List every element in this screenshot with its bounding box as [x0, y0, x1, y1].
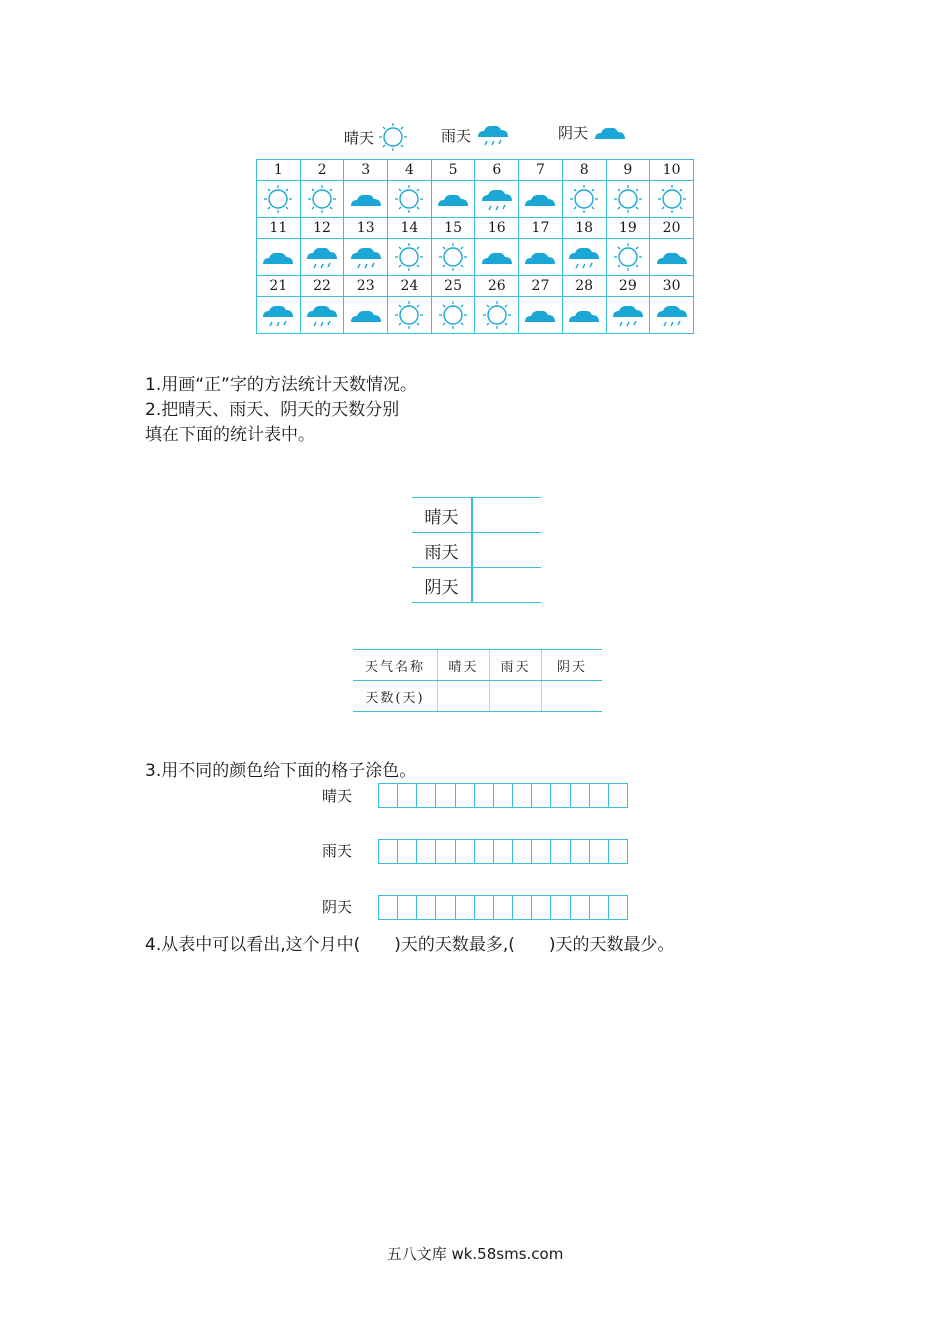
tally-label-sunny: 晴天: [412, 498, 472, 533]
grid-cell[interactable]: [513, 784, 532, 807]
legend-cloudy-label: 阴天: [558, 124, 589, 142]
grid-cell[interactable]: [398, 840, 417, 863]
calendar-day-number: 14: [388, 218, 432, 239]
calendar-day-number: 10: [650, 160, 694, 181]
sun-icon: [438, 242, 468, 272]
grid-cell[interactable]: [417, 896, 436, 919]
footer-watermark: 五八文库 wk.58sms.com: [386, 1245, 564, 1263]
calendar-day-number: 6: [475, 160, 519, 181]
grid-label-rainy: 雨天: [322, 842, 353, 860]
calendar-weather-cell: [257, 297, 301, 334]
calendar-weather-cell: [257, 181, 301, 218]
calendar-day-number: 2: [300, 160, 344, 181]
grid-cell[interactable]: [551, 784, 570, 807]
calendar-weather-row: [257, 239, 694, 276]
rain-cloud-icon: [304, 243, 340, 271]
count-header-sunny: 晴天: [438, 650, 490, 681]
calendar-day-number: 1: [257, 160, 301, 181]
grid-cell[interactable]: [379, 784, 398, 807]
grid-rainy: [378, 839, 628, 864]
cloud-icon: [654, 246, 690, 268]
cloud-icon: [592, 123, 628, 143]
count-header-row: [353, 650, 602, 681]
calendar-weather-cell: [562, 181, 606, 218]
tally-row: [412, 533, 541, 568]
grid-cell[interactable]: [571, 840, 590, 863]
calendar-day-number: 3: [344, 160, 388, 181]
grid-label-cloudy: 阴天: [322, 898, 353, 916]
sun-icon: [613, 242, 643, 272]
grid-cell[interactable]: [590, 784, 609, 807]
count-header-cloudy: 阴天: [542, 650, 603, 681]
grid-cell[interactable]: [398, 784, 417, 807]
calendar-weather-cell: [344, 181, 388, 218]
question-2-line-2: 填在下面的统计表中。: [145, 425, 315, 445]
calendar-day-number: 26: [475, 276, 519, 297]
rain-cloud-icon: [566, 243, 602, 271]
calendar-day-number: 8: [562, 160, 606, 181]
calendar-weather-cell: [475, 181, 519, 218]
calendar-day-number: 19: [606, 218, 650, 239]
grid-cell[interactable]: [513, 896, 532, 919]
calendar-weather-cell: [562, 239, 606, 276]
sun-icon: [613, 184, 643, 214]
calendar-day-number: 12: [300, 218, 344, 239]
calendar-weather-cell: [519, 297, 563, 334]
sun-icon: [394, 184, 424, 214]
count-header-name: 天气名称: [353, 650, 438, 681]
grid-cell[interactable]: [494, 784, 513, 807]
grid-cloudy: [378, 895, 628, 920]
question-1: 1.用画“正”字的方法统计天数情况。: [145, 375, 417, 395]
grid-label-sunny: 晴天: [322, 787, 353, 805]
grid-cell[interactable]: [551, 896, 570, 919]
sun-icon: [307, 184, 337, 214]
grid-cell[interactable]: [590, 840, 609, 863]
grid-cell[interactable]: [494, 840, 513, 863]
calendar-weather-cell: [388, 239, 432, 276]
calendar-weather-cell: [606, 239, 650, 276]
calendar-day-number: 9: [606, 160, 650, 181]
sun-icon: [438, 300, 468, 330]
calendar-weather-cell: [475, 297, 519, 334]
tally-label-rainy: 雨天: [412, 533, 472, 568]
rain-cloud-icon: [260, 301, 296, 329]
sun-icon: [394, 300, 424, 330]
tally-row: [412, 568, 541, 603]
grid-cell[interactable]: [456, 896, 475, 919]
grid-cell[interactable]: [475, 896, 494, 919]
calendar-day-row: [257, 160, 694, 181]
grid-cell[interactable]: [417, 784, 436, 807]
count-header-rainy: 雨天: [490, 650, 542, 681]
grid-cell[interactable]: [532, 840, 551, 863]
calendar-weather-cell: [257, 239, 301, 276]
calendar-day-number: 5: [431, 160, 475, 181]
calendar-day-number: 4: [388, 160, 432, 181]
legend-rainy: [441, 122, 511, 148]
count-blank-cloudy[interactable]: [542, 681, 603, 712]
cloud-icon: [522, 246, 558, 268]
calendar-weather-cell: [344, 239, 388, 276]
grid-cell[interactable]: [571, 784, 590, 807]
calendar-weather-cell: [562, 297, 606, 334]
calendar-weather-cell: [300, 181, 344, 218]
count-row-label: 天数(天): [353, 681, 438, 712]
cloud-icon: [348, 304, 384, 326]
calendar-day-number: 7: [519, 160, 563, 181]
rain-cloud-icon: [654, 301, 690, 329]
sun-icon: [569, 184, 599, 214]
grid-cell[interactable]: [436, 896, 455, 919]
calendar-day-number: 28: [562, 276, 606, 297]
calendar-day-number: 24: [388, 276, 432, 297]
tally-blank-cloudy[interactable]: [472, 568, 541, 603]
cloud-icon: [522, 304, 558, 326]
calendar-weather-cell: [300, 297, 344, 334]
calendar-day-number: 30: [650, 276, 694, 297]
tally-row: [412, 498, 541, 533]
grid-cell[interactable]: [571, 896, 590, 919]
question-4: 4.从表中可以看出,这个月中( )天的天数最多,( )天的天数最少。: [145, 935, 675, 955]
calendar-weather-cell: [519, 181, 563, 218]
calendar-day-number: 27: [519, 276, 563, 297]
legend-sunny: [344, 122, 408, 152]
grid-cell[interactable]: [609, 840, 627, 863]
calendar-weather-row: [257, 181, 694, 218]
calendar-day-number: 21: [257, 276, 301, 297]
sun-icon: [394, 242, 424, 272]
grid-cell[interactable]: [436, 784, 455, 807]
tally-label-cloudy: 阴天: [412, 568, 472, 603]
cloud-icon: [260, 246, 296, 268]
calendar-weather-cell: [388, 297, 432, 334]
legend-cloudy: [558, 122, 628, 143]
grid-cell[interactable]: [456, 840, 475, 863]
grid-cell[interactable]: [532, 896, 551, 919]
cloud-icon: [479, 246, 515, 268]
tally-blank-sunny[interactable]: [472, 498, 541, 533]
rain-cloud-icon: [475, 122, 511, 148]
grid-cell[interactable]: [436, 840, 455, 863]
grid-cell[interactable]: [609, 896, 627, 919]
calendar-weather-cell: [431, 297, 475, 334]
grid-cell[interactable]: [379, 840, 398, 863]
rain-cloud-icon: [348, 243, 384, 271]
legend-sunny-label: 晴天: [344, 128, 375, 147]
calendar-weather-cell: [650, 181, 694, 218]
calendar-weather-cell: [300, 239, 344, 276]
calendar-day-row: [257, 276, 694, 297]
grid-cell[interactable]: [475, 840, 494, 863]
grid-cell[interactable]: [417, 840, 436, 863]
rain-cloud-icon: [479, 185, 515, 213]
calendar-day-number: 23: [344, 276, 388, 297]
count-blank-sunny[interactable]: [438, 681, 490, 712]
calendar-weather-cell: [431, 181, 475, 218]
cloud-icon: [348, 188, 384, 210]
calendar-weather-row: [257, 297, 694, 334]
calendar-weather-cell: [431, 239, 475, 276]
calendar-weather-cell: [606, 297, 650, 334]
grid-cell[interactable]: [456, 784, 475, 807]
calendar-day-number: 20: [650, 218, 694, 239]
count-blank-rainy[interactable]: [490, 681, 542, 712]
rain-cloud-icon: [610, 301, 646, 329]
count-value-row: [353, 681, 602, 712]
count-table: [353, 649, 602, 712]
grid-cell[interactable]: [475, 784, 494, 807]
rain-cloud-icon: [304, 301, 340, 329]
grid-cell[interactable]: [532, 784, 551, 807]
grid-sunny: [378, 783, 628, 808]
calendar-weather-cell: [606, 181, 650, 218]
calendar-weather-cell: [650, 239, 694, 276]
calendar-weather-cell: [650, 297, 694, 334]
calendar-weather-cell: [344, 297, 388, 334]
calendar-day-number: 18: [562, 218, 606, 239]
question-3: 3.用不同的颜色给下面的格子涂色。: [145, 761, 417, 781]
tally-blank-rainy[interactable]: [472, 533, 541, 568]
calendar-weather-cell: [475, 239, 519, 276]
calendar-day-number: 25: [431, 276, 475, 297]
cloud-icon: [566, 304, 602, 326]
calendar-day-number: 22: [300, 276, 344, 297]
sun-icon: [657, 184, 687, 214]
calendar-day-row: [257, 218, 694, 239]
calendar-day-number: 13: [344, 218, 388, 239]
calendar-day-number: 29: [606, 276, 650, 297]
weather-calendar: [256, 159, 694, 332]
calendar-day-number: 17: [519, 218, 563, 239]
calendar-weather-cell: [388, 181, 432, 218]
grid-cell[interactable]: [398, 896, 417, 919]
sun-icon: [263, 184, 293, 214]
calendar-day-number: 16: [475, 218, 519, 239]
sun-icon: [482, 300, 512, 330]
grid-cell[interactable]: [494, 896, 513, 919]
cloud-icon: [522, 188, 558, 210]
sun-icon: [378, 122, 408, 152]
tally-table: [412, 497, 541, 603]
grid-cell[interactable]: [609, 784, 627, 807]
cloud-icon: [435, 188, 471, 210]
question-2-line-1: 2.把晴天、雨天、阴天的天数分别: [145, 400, 400, 420]
calendar-day-number: 15: [431, 218, 475, 239]
grid-cell[interactable]: [379, 896, 398, 919]
calendar-day-number: 11: [257, 218, 301, 239]
grid-cell[interactable]: [513, 840, 532, 863]
grid-cell[interactable]: [551, 840, 570, 863]
calendar-weather-cell: [519, 239, 563, 276]
legend-rainy-label: 雨天: [441, 126, 472, 145]
grid-cell[interactable]: [590, 896, 609, 919]
